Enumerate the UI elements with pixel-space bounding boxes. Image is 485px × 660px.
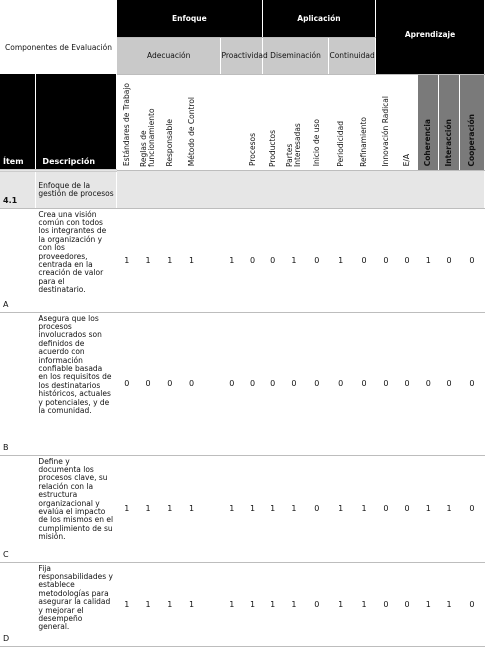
row-item-label: D	[3, 633, 10, 643]
col-label: Periodicidad	[335, 120, 345, 167]
col-productos	[262, 74, 283, 170]
cell: 1	[329, 562, 353, 646]
col-coherencia	[418, 74, 439, 170]
cell: 1	[283, 562, 305, 646]
componentes-label: Componentes de Evaluación	[5, 43, 112, 52]
col-label: Interacción	[443, 118, 453, 167]
cell: 1	[137, 208, 159, 312]
row-item-label: B	[3, 442, 9, 452]
cell: 0	[137, 312, 159, 455]
col-label: Partes Interesadas	[284, 122, 302, 167]
cell: 0	[305, 208, 329, 312]
section-fill	[116, 170, 484, 208]
col-label: Reglas de funcionamiento	[139, 107, 157, 167]
descripcion-header	[36, 74, 117, 170]
cell: 1	[116, 562, 137, 646]
col-blank	[202, 74, 221, 170]
cell	[202, 455, 221, 562]
cell: 1	[243, 455, 263, 562]
row-item-label: A	[3, 299, 9, 309]
enfoque-label: Enfoque	[172, 13, 207, 23]
cell: 1	[418, 455, 439, 562]
cell: 1	[353, 455, 376, 562]
cell: 0	[439, 208, 460, 312]
col-reglas	[137, 74, 159, 170]
table-row	[0, 455, 485, 562]
cell: 1	[137, 562, 159, 646]
table-row	[0, 562, 485, 646]
enfoque-header	[116, 0, 262, 37]
cell: 0	[418, 312, 439, 455]
cell	[202, 208, 221, 312]
col-label: Procesos	[247, 133, 257, 167]
cell: 0	[459, 312, 484, 455]
cell: 1	[159, 562, 181, 646]
cell: 1	[181, 562, 203, 646]
cell: 0	[396, 562, 418, 646]
cell: 0	[305, 312, 329, 455]
adecuacion-header	[116, 37, 220, 74]
cell	[202, 312, 221, 455]
col-label: Productos	[267, 129, 277, 167]
continuidad-header	[329, 37, 376, 74]
row-desc-label: Crea una visión común con todos los integrantes de la organización y con los proveedores, centrada en la creación de valor para el destinatario.	[38, 209, 107, 295]
cell: 1	[159, 455, 181, 562]
row-item	[0, 455, 36, 562]
cell	[202, 562, 221, 646]
table-row	[0, 312, 485, 455]
col-label: Refinamiento	[359, 116, 369, 167]
cell: 0	[376, 562, 397, 646]
aprendizaje-header	[376, 0, 485, 74]
col-procesos	[243, 74, 263, 170]
aprendizaje-label: Aprendizaje	[404, 30, 456, 39]
descripcion-header-label: Descripción	[42, 156, 96, 166]
row-desc	[36, 455, 117, 562]
cell: 1	[418, 562, 439, 646]
cell: 1	[221, 455, 243, 562]
cell: 0	[243, 312, 263, 455]
row-item-label: C	[3, 549, 9, 559]
section-item	[0, 170, 36, 208]
row-desc	[36, 208, 117, 312]
continuidad-label: Continuidad	[329, 51, 375, 60]
cell: 0	[459, 562, 484, 646]
col-label: Coherencia	[423, 119, 433, 167]
cell: 1	[439, 562, 460, 646]
col-estandares	[116, 74, 137, 170]
cell: 1	[181, 208, 203, 312]
row-desc-label: Fija responsabilidades y establece metodologías para asegurar la calidad y mejorar el desempeño general.	[38, 563, 113, 632]
cell: 0	[439, 312, 460, 455]
col-partes	[283, 74, 305, 170]
col-label: Responsable	[164, 119, 174, 167]
row-desc	[36, 312, 117, 455]
cell: 0	[262, 208, 283, 312]
col-cooperacion	[459, 74, 484, 170]
cell: 1	[181, 455, 203, 562]
cell: 1	[262, 562, 283, 646]
row-item	[0, 208, 36, 312]
cell: 1	[116, 455, 137, 562]
cell: 1	[221, 208, 243, 312]
col-label: Estándares de Trabajo	[121, 83, 131, 167]
section-desc	[36, 170, 117, 208]
cell: 0	[353, 312, 376, 455]
cell: 1	[283, 455, 305, 562]
item-header-label: Ítem	[3, 156, 24, 166]
cell: 1	[329, 455, 353, 562]
diseminacion-header	[262, 37, 328, 74]
cell: 0	[376, 312, 397, 455]
cell: 0	[376, 208, 397, 312]
cell: 0	[459, 208, 484, 312]
col-refinamiento	[353, 74, 376, 170]
col-ea	[396, 74, 418, 170]
col-label: Innovación Radical	[380, 95, 390, 167]
cell: 0	[243, 208, 263, 312]
cell: 1	[243, 562, 263, 646]
col-responsable	[159, 74, 181, 170]
cell: 1	[439, 455, 460, 562]
cell: 0	[459, 455, 484, 562]
proactividad-label: Proactividad	[221, 51, 268, 60]
cell: 0	[305, 455, 329, 562]
row-desc-label: Define y documenta los procesos clave, su relación con la estructura organizacional y evalúa el impacto de los mismos en el cumplimiento de su misión.	[38, 456, 114, 542]
cell: 1	[137, 455, 159, 562]
cell: 0	[396, 455, 418, 562]
cell: 1	[221, 562, 243, 646]
proactividad-header	[221, 37, 268, 74]
cell: 1	[116, 208, 137, 312]
cell: 1	[353, 562, 376, 646]
cell: 0	[376, 455, 397, 562]
col-label: E/A	[402, 154, 412, 167]
row-desc-label: Asegura que los procesos involucrados son definidos de acuerdo con información confiable basada en los requisitos de los destinatarios históricos, actuales y potenciales, y de la comunidad.	[38, 313, 112, 415]
cell: 0	[305, 562, 329, 646]
diseminacion-label: Diseminación	[270, 51, 321, 60]
col-label: Cooperación	[466, 113, 476, 167]
cell: 0	[353, 208, 376, 312]
cell: 0	[221, 312, 243, 455]
table-row	[0, 208, 485, 312]
section-item-label: 4.1	[3, 195, 18, 205]
item-header	[0, 74, 36, 170]
aplicacion-header	[262, 0, 375, 37]
col-label: Inicio de uso	[311, 119, 321, 167]
componentes-header	[0, 0, 116, 74]
col-inicio	[305, 74, 329, 170]
cell: 0	[283, 312, 305, 455]
col-periodicidad	[329, 74, 353, 170]
cell: 0	[396, 312, 418, 455]
aplicacion-label: Aplicación	[297, 13, 341, 23]
col-innovacion	[376, 74, 397, 170]
cell: 0	[396, 208, 418, 312]
cell: 0	[116, 312, 137, 455]
row-item	[0, 562, 36, 646]
row-item	[0, 312, 36, 455]
col-blank-2	[221, 74, 243, 170]
cell: 1	[329, 208, 353, 312]
cell: 0	[262, 312, 283, 455]
adecuacion-label: Adecuación	[147, 51, 191, 60]
col-interaccion	[439, 74, 460, 170]
cell: 0	[181, 312, 203, 455]
col-metodo	[181, 74, 203, 170]
cell: 0	[329, 312, 353, 455]
cell: 0	[159, 312, 181, 455]
section-desc-label: Enfoque de la gestión de procesos	[38, 180, 114, 198]
cell: 1	[159, 208, 181, 312]
col-label: Método de Control	[186, 97, 196, 167]
cell: 1	[262, 455, 283, 562]
cell: 1	[283, 208, 305, 312]
cell: 1	[418, 208, 439, 312]
row-desc	[36, 562, 117, 646]
